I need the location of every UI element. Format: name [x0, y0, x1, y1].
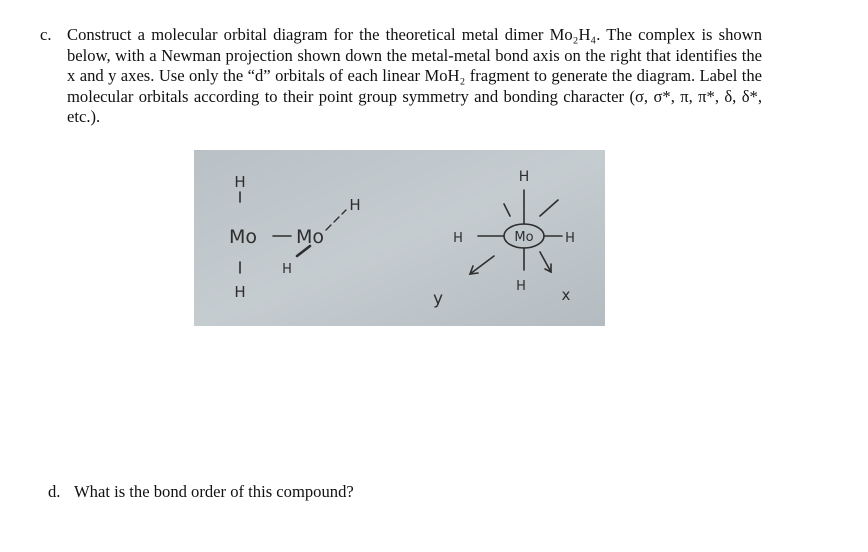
label-h-right-down: H — [282, 262, 292, 277]
question-c-label: c. — [40, 25, 52, 44]
question-d-label: d. — [48, 482, 61, 501]
label-h-right-up: H — [349, 196, 361, 214]
question-d-text: What is the bond order of this compound? — [74, 482, 354, 501]
question-d — [48, 482, 354, 503]
newman-label-h-bottom: H — [516, 279, 526, 294]
axis-label-y: y — [432, 289, 444, 309]
label-h-top: H — [234, 173, 246, 191]
newman-label-h-left: H — [453, 231, 463, 246]
newman-label-h-top: H — [518, 169, 530, 185]
structure-drawing — [194, 150, 605, 326]
label-h-bottom: H — [234, 283, 246, 301]
question-c-text: Construct a molecular orbital diagram for the theoretical metal dimer Mo₂H₄. The complex is shown below, with a Newman projection shown down the metal-metal bond axis on the right that identifies the x and y axes. Use only the “d” orbitals of each linear MoH₂ fragment to generate the diagram. Label the molecular orbitals according to their point group symmetry and bonding character (σ, σ*, π, π*, δ, δ*, etc.). — [67, 25, 762, 126]
axis-label-x: x — [561, 286, 571, 304]
newman-label-mo: Mo — [514, 230, 534, 245]
newman-label-h-right: H — [565, 231, 575, 246]
label-mo-right: Mo — [295, 226, 325, 248]
structure-figure — [194, 150, 605, 326]
label-mo-left: Mo — [228, 226, 258, 248]
